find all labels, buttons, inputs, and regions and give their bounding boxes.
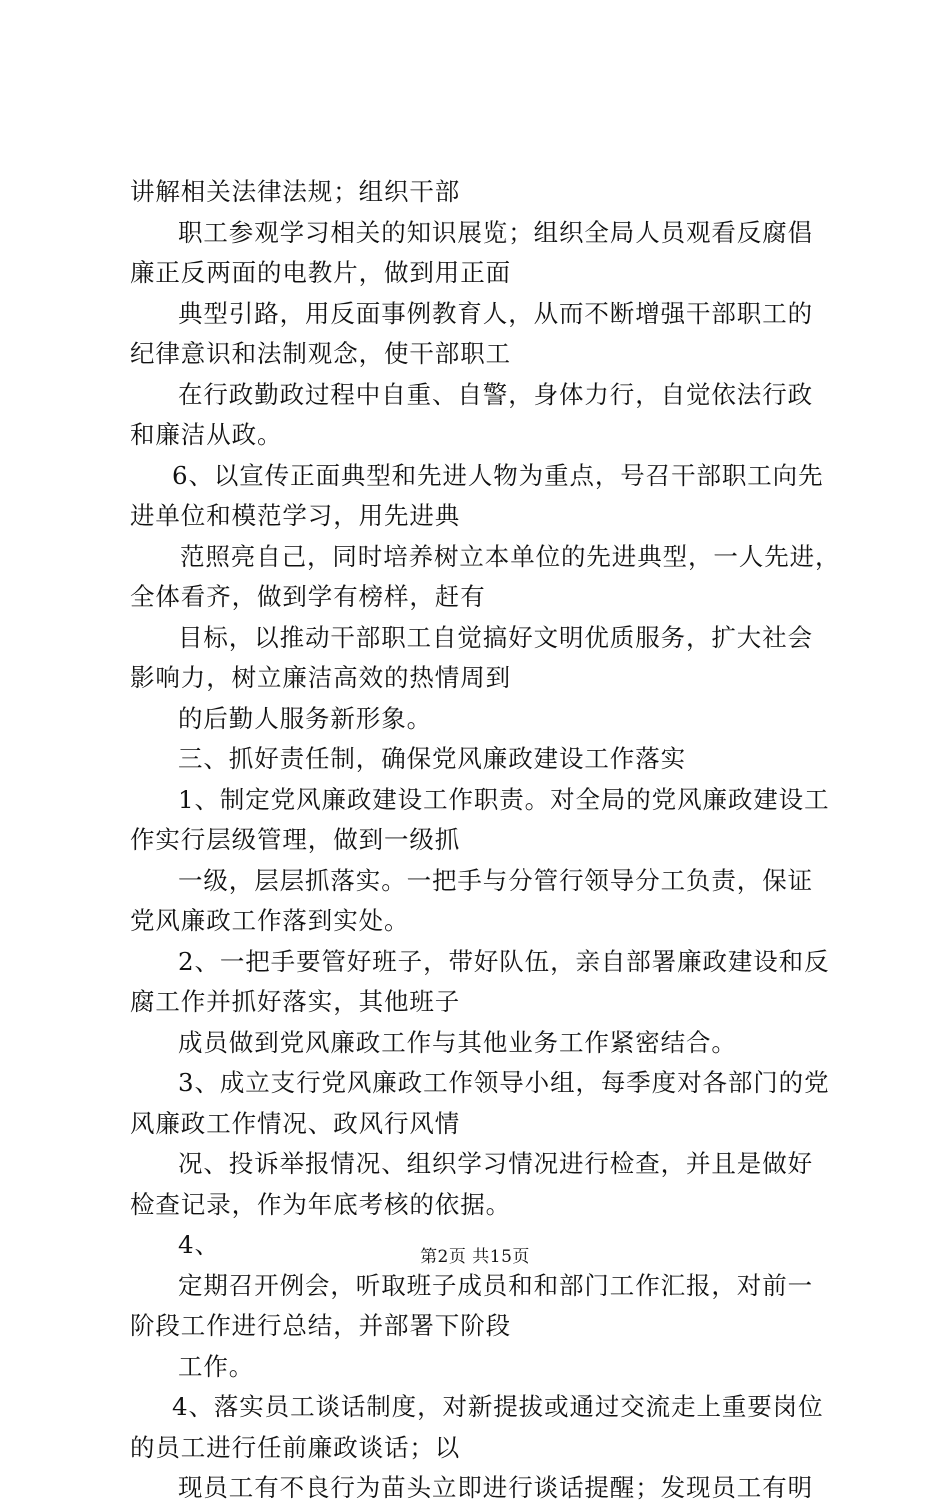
text-line: 进单位和模范学习，用先进典 [130,501,461,530]
text-line: 廉正反两面的电教片，做到用正面 [130,258,511,287]
text-line: 纪律意识和法制观念，使干部职工 [130,339,511,368]
text-line: 作实行层级管理，做到一级抓 [130,825,461,854]
text-line: 成员做到党风廉政工作与其他业务工作紧密结合。 [178,1027,737,1057]
section-heading: 三、抓好责任制，确保党风廉政建设工作落实 [178,744,686,773]
text-line: 的员工进行任前廉政谈话；以 [130,1432,461,1462]
text-line: 4、 [178,1230,220,1259]
text-line: 现员工有不良行为苗头立即进行谈话提醒；发现员工有明 [178,1473,813,1502]
text-line: 一级，层层抓落实。一把手与分管行领导分工负责，保证 [178,865,813,895]
text-line: 阶段工作进行总结，并部署下阶段 [130,1311,511,1340]
text-line: 4、落实员工谈话制度，对新提拔或通过交流走上重要岗位 [172,1392,824,1421]
text-line: 和廉洁从政。 [130,420,283,449]
text-line: 风廉政工作情况、政风行风情 [130,1108,461,1138]
text-line: 职工参观学习相关的知识展览；组织全局人员观看反腐倡 [178,217,813,247]
text-line: 1、制定党风廉政建设工作职责。对全局的党风廉政建设工 [178,784,830,814]
text-line: 定期召开例会，听取班子成员和和部门工作汇报，对前一 [178,1270,813,1300]
text-line: 况、投诉举报情况、组织学习情况进行检查，并且是做好 [178,1149,813,1178]
text-line: 2、一把手要管好班子，带好队伍，亲自部署廉政建设和反 [178,946,830,976]
text-line: 范照亮自己，同时培养树立本单位的先进典型，一人先进， [180,541,841,571]
text-line: 目标，以推动干部职工自觉搞好文明优质服务，扩大社会 [178,622,813,652]
text-line: 讲解相关法律法规；组织干部 [130,177,461,206]
page-number-footer: 第2页 共15页 [420,1247,530,1267]
text-line: 党风廉政工作落到实处。 [130,906,410,935]
text-line: 腐工作并抓好落实，其他班子 [130,987,461,1016]
text-line: 检查记录，作为年底考核的依据。 [130,1189,511,1219]
text-line: 的后勤人服务新形象。 [178,703,432,733]
text-line: 全体看齐，做到学有榜样，赶有 [130,582,486,611]
text-line: 典型引路，用反面事例教育人，从而不断增强干部职工的 [178,298,813,328]
document-body [130,172,842,1509]
text-line: 影响力，树立廉洁高效的热情周到 [130,663,511,692]
text-line: 在行政勤政过程中自重、自警，身体力行，自觉依法行政 [178,379,813,409]
text-line: 3、成立支行党风廉政工作领导小组，每季度对各部门的党 [178,1068,830,1097]
text-line: 6、以宣传正面典型和先进人物为重点，号召干部职工向先 [172,460,824,490]
text-line: 工作。 [178,1351,255,1381]
